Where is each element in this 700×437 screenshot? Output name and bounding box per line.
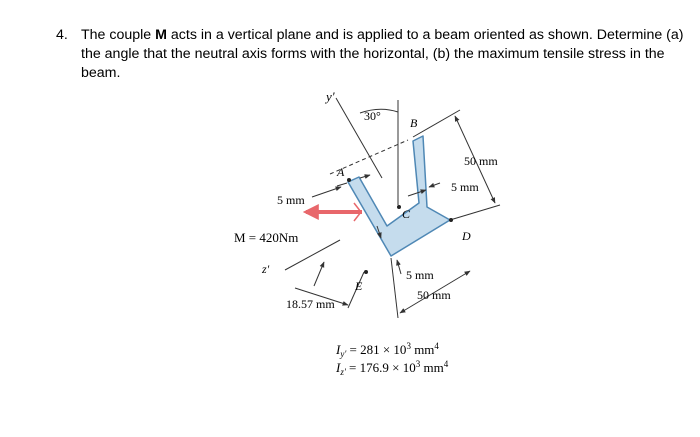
- thickness-arrow-left-3: [360, 175, 370, 178]
- dim-1857-label: 18.57 mm: [286, 297, 335, 311]
- thickness-arrow-left-2: [337, 183, 347, 186]
- dim-5mm-bottom-label: 5 mm: [406, 268, 434, 282]
- point-A-label: A: [337, 165, 345, 179]
- point-C-dot: [397, 205, 401, 209]
- channel-section: [348, 136, 450, 256]
- thickness-arrow-bottom-2: [397, 260, 401, 274]
- point-A-dot: [347, 178, 351, 182]
- extension-line-right: [450, 205, 500, 220]
- dim-5mm-right-label: 5 mm: [451, 180, 479, 194]
- angle-label: 30°: [364, 109, 381, 123]
- moment-symbol: M: [155, 27, 167, 43]
- dim-50mm-top-label: 50 mm: [464, 154, 498, 168]
- problem-number: 4.: [56, 27, 68, 43]
- point-D-dot: [449, 218, 453, 222]
- point-D-label: D: [462, 229, 471, 243]
- axis-z-label: z': [262, 262, 270, 276]
- moment-label: M = 420Nm: [234, 230, 299, 245]
- point-B-label: B: [410, 116, 418, 130]
- iz-formula: $I_{z'} = 176.9 \times 10^3$ $mm^4$: [336, 359, 449, 377]
- iy-formula: $I_{y'} = 281 \times 10^3$ $mm^4$: [336, 341, 439, 359]
- problem-text-start: The couple: [81, 27, 156, 43]
- dim-50mm-bottom-label: 50 mm: [417, 288, 451, 302]
- extension-line-top: [413, 110, 460, 137]
- thickness-arrow-left-1: [312, 187, 341, 197]
- dimension-1857-leader: [314, 262, 324, 286]
- thickness-arrow-right-2: [429, 183, 440, 187]
- axis-y-label: y': [326, 89, 335, 104]
- point-E-label: E: [355, 279, 363, 293]
- point-E-dot: [364, 270, 368, 274]
- problem-text-end: acts in a vertical plane and is applied to a beam oriented as shown. Determine (a) the angle that the neutral axis forms with the horizontal, (b) the maximum tensile stress in the beam.: [81, 27, 684, 81]
- dim-5mm-left-label: 5 mm: [277, 193, 305, 207]
- point-C-label: C: [402, 207, 411, 221]
- extension-line-bottom: [391, 258, 398, 318]
